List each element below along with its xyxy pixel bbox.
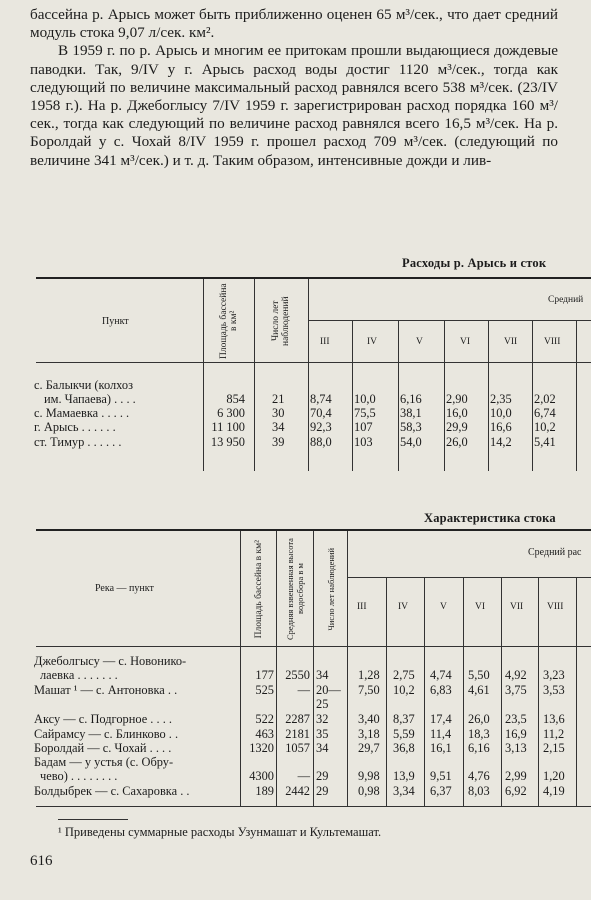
table1-row-name: им. Чапаева) . . . .: [44, 392, 136, 406]
table2-cell-height: 2550: [285, 668, 310, 682]
footnote-rule: [58, 819, 128, 820]
table2-month: VII: [510, 602, 524, 612]
table2-cell-value: 3,13: [505, 741, 527, 755]
table2-cell-years: 20—: [316, 683, 341, 697]
table1-cell-value: 8,74: [310, 392, 332, 406]
table1-cell-value: 75,5: [354, 406, 376, 420]
table2-row-name: Боролдай — с. Чохай . . . .: [34, 741, 172, 755]
table2-month: V: [440, 602, 447, 612]
table1-month: VII: [504, 337, 518, 347]
table1-cell-value: 29,9: [446, 420, 468, 434]
table2-cell-area: 522: [255, 712, 274, 726]
table2-cell-height: 2287: [285, 712, 310, 726]
page-number: 616: [30, 853, 53, 869]
table2-row-name: чево) . . . . . . . .: [40, 769, 118, 783]
table2-cell-value: 3,75: [505, 683, 527, 697]
table2-cell-value: 4,61: [468, 683, 490, 697]
table2-cell-value: 3,40: [358, 712, 380, 726]
table1-header-rule: [36, 362, 591, 363]
table1-cell-value: 70,4: [310, 406, 332, 420]
table1-month: III: [320, 337, 330, 347]
table2-cell-value: 9,51: [430, 769, 452, 783]
table2-cell-value: 3,23: [543, 668, 565, 682]
table2-cell-value: 2,75: [393, 668, 415, 682]
table1-cell-area: 854: [226, 392, 245, 406]
table2-month: VI: [475, 602, 486, 612]
table2-cell-years: 29: [316, 769, 329, 783]
table1-sub-rule: [308, 320, 591, 321]
table1-row-name: с. Балыкчи (колхоз: [34, 378, 133, 392]
table1-cell-value: 2,35: [490, 392, 512, 406]
table1-cell-value: 2,90: [446, 392, 468, 406]
table2-cell-value: 13,9: [393, 769, 415, 783]
table2-cell-value: 36,8: [393, 741, 415, 755]
table2-cell-years: 34: [316, 668, 329, 682]
table2-cell-value: 2,15: [543, 741, 565, 755]
table2-cell-value: 16,9: [505, 727, 527, 741]
table2-month: III: [357, 602, 367, 612]
body-text: [30, 6, 558, 170]
table2-cell-value: 9,98: [358, 769, 380, 783]
table2-header-avg: Средний рас: [528, 547, 582, 558]
table2-cell-value: 4,74: [430, 668, 452, 682]
table2-cell-value: 17,4: [430, 712, 452, 726]
table2-cell-value: 6,37: [430, 784, 452, 798]
table2-cell-years: 35: [316, 727, 329, 741]
table2-cell-area: 177: [255, 668, 274, 682]
table2-row-name: Аксу — с. Подгорное . . . .: [34, 712, 172, 726]
table1-month: IV: [367, 337, 378, 347]
table2-cell-height: 2442: [285, 784, 310, 798]
table1-cell-value: 58,3: [400, 420, 422, 434]
table2-header-years: Число лет наблюдений: [325, 547, 336, 631]
table1-cell-years: 39: [272, 435, 285, 449]
table2-cell-area: 463: [255, 727, 274, 741]
table1-cell-value: 16,6: [490, 420, 512, 434]
table1-month: VI: [460, 337, 471, 347]
table1-header-point: Пункт: [102, 316, 129, 327]
table1-cell-value: 92,3: [310, 420, 332, 434]
table1-cell-value: 5,41: [534, 435, 556, 449]
table2-cell-value: 6,83: [430, 683, 452, 697]
table2-cell-value: 1,28: [358, 668, 380, 682]
table2-cell-value: 2,99: [505, 769, 527, 783]
table2-row-name: лаевка . . . . . . .: [40, 668, 118, 682]
table2-cell-value: 4,92: [505, 668, 527, 682]
table2-cell-area: 189: [255, 784, 274, 798]
table2-cell-value: 26,0: [468, 712, 490, 726]
table1-cell-value: 10,0: [354, 392, 376, 406]
table2-cell-value: 11,4: [430, 727, 452, 741]
table2-cell-years: 29: [316, 784, 329, 798]
table2-cell-value: 11,2: [543, 727, 565, 741]
table2-month: IV: [398, 602, 409, 612]
table1-row-name: ст. Тимур . . . . . .: [34, 435, 122, 449]
table2-sub-rule: [347, 577, 591, 578]
table2-cell-height: 1057: [285, 741, 310, 755]
table2-cell-value: 16,1: [430, 741, 452, 755]
paragraph-1: бассейна р. Арысь может быть приближенно оценен 65 м³/сек., что дает средний модуль стока 9,07 л/сек. км².: [30, 6, 558, 42]
table2-cell-value: 5,50: [468, 668, 490, 682]
table2-bottom-rule: [36, 806, 591, 807]
paragraph-2: В 1959 г. по р. Арысь и многим ее притокам прошли выдающиеся дождевые паводки. Так, 9/IV у г. Арысь расход воды достиг 1120 м³/сек., тогда как следующий по величине максимальный расход равнялся всего 538 м³/сек. (23/IV 1958 г.). На р. Джебоглысу 7/IV 1959 г. зарегистрирован расход порядка 160 м³/сек., тогда как следующий по величине расход равнялся всего 16,5 м³/сек. На р. Боролдай у с. Чохай 8/IV 1959 г. прошел расход 709 м³/сек. (следующий по величине 341 м³/сек.) и т. д. Таким образом, интенсивные дожди и лив-: [30, 42, 558, 169]
table2-caption: Характеристика стока: [424, 511, 556, 525]
table2-cell-value: 0,98: [358, 784, 380, 798]
table2-cell-value: 10,2: [393, 683, 415, 697]
table1-cell-area: 13 950: [210, 435, 245, 449]
table2-cell-value: 1,20: [543, 769, 565, 783]
table2-header-point: Река — пункт: [95, 583, 154, 594]
table2-cell-height: —: [297, 769, 310, 783]
table1-cell-value: 26,0: [446, 435, 468, 449]
table1-month: V: [416, 337, 423, 347]
table1-row-name: с. Мамаевка . . . . .: [34, 406, 130, 420]
table2-cell-value: 3,18: [358, 727, 380, 741]
table2-cell-area: 4300: [249, 769, 274, 783]
table1-cell-value: 54,0: [400, 435, 422, 449]
table2-cell-value: 29,7: [358, 741, 380, 755]
table2-cell-area: 525: [255, 683, 274, 697]
table1-cell-value: 38,1: [400, 406, 422, 420]
table2-cell-years: 34: [316, 741, 329, 755]
table2-row-name: Машат ¹ — с. Антоновка . .: [34, 683, 178, 697]
table1-cell-years: 21: [272, 392, 285, 406]
table1-cell-area: 11 100: [211, 420, 245, 434]
table2-cell-years: 25: [316, 697, 329, 711]
table1-header-years: Число лет наблюдений: [271, 296, 291, 346]
table1-header-area: Площадь бассейна в км²: [219, 283, 239, 359]
table1-cell-value: 10,0: [490, 406, 512, 420]
table2-cell-value: 7,50: [358, 683, 380, 697]
table2-cell-years: 32: [316, 712, 329, 726]
table1-top-rule: [36, 277, 591, 279]
table1-cell-value: 2,02: [534, 392, 556, 406]
table2-cell-value: 8,37: [393, 712, 415, 726]
table1-cell-years: 30: [272, 406, 285, 420]
table1-cell-value: 107: [354, 420, 373, 434]
table2-cell-area: 1320: [249, 741, 274, 755]
table1-cell-value: 6,74: [534, 406, 556, 420]
table1-cell-value: 6,16: [400, 392, 422, 406]
table2-row-name: Джеболгысу — с. Новонико-: [34, 654, 187, 668]
table2-row-name: Болдыбрек — с. Сахаровка . .: [34, 784, 190, 798]
table2-header-area: Площадь бассейна в км²: [253, 539, 264, 639]
table1-cell-value: 10,2: [534, 420, 556, 434]
table1-caption: Расходы р. Арысь и сток: [402, 256, 547, 270]
table2-cell-value: 13,6: [543, 712, 565, 726]
table1-cell-value: 14,2: [490, 435, 512, 449]
table1-month: VIII: [544, 337, 561, 347]
table2-cell-value: 5,59: [393, 727, 415, 741]
table1-header-avg: Средний: [548, 295, 584, 305]
table2-cell-value: 23,5: [505, 712, 527, 726]
footnote: ¹ Приведены суммарные расходы Узунмашат и Культемашат.: [58, 825, 382, 839]
table2-cell-value: 18,3: [468, 727, 490, 741]
table2-cell-value: 3,34: [393, 784, 415, 798]
table2-row-name: Сайрамсу — с. Блинково . .: [34, 727, 179, 741]
table2-cell-value: 4,19: [543, 784, 565, 798]
table2-cell-value: 6,16: [468, 741, 490, 755]
table1-row-name: г. Арысь . . . . . .: [34, 420, 116, 434]
table1-cell-area: 6 300: [217, 406, 245, 420]
table2-cell-value: 6,92: [505, 784, 527, 798]
table2-cell-value: 3,53: [543, 683, 565, 697]
table2-month: VIII: [547, 602, 564, 612]
table2-row-name: Бадам — у устья (с. Обру-: [34, 755, 174, 769]
table2-header-height: Средняя взвешенная высота водосбора в м: [285, 538, 305, 640]
table2-cell-value: 8,03: [468, 784, 490, 798]
table1-cell-value: 103: [354, 435, 373, 449]
table2-cell-height: 2181: [285, 727, 310, 741]
table2-cell-value: 4,76: [468, 769, 490, 783]
table1-cell-value: 16,0: [446, 406, 468, 420]
table1-cell-value: 88,0: [310, 435, 332, 449]
table2-cell-height: —: [297, 683, 310, 697]
table1-cell-years: 34: [272, 420, 285, 434]
